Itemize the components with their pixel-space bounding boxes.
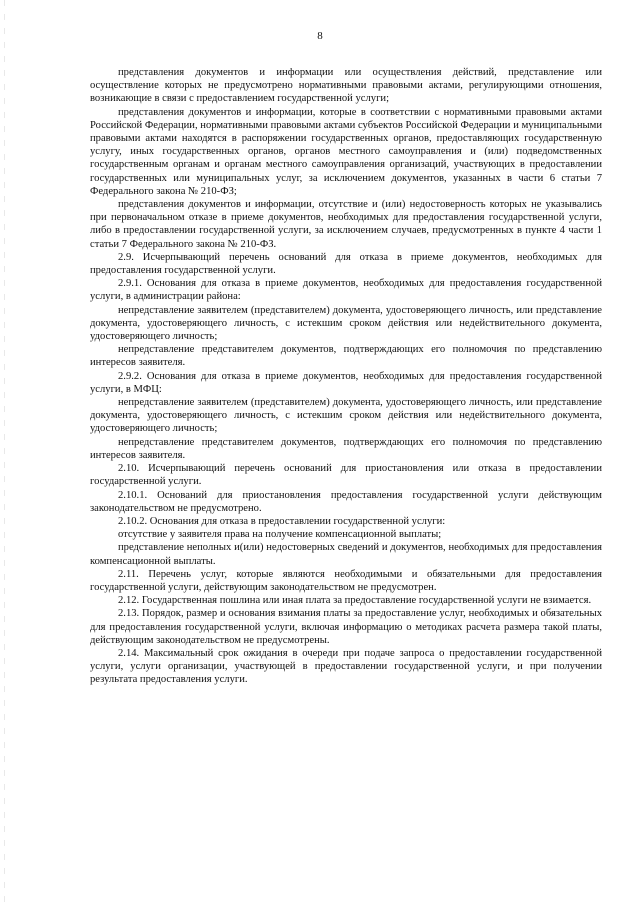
paragraph: непредставление заявителем (представителем) документа, удостоверяющего личность, или представление документа, удостоверяющего личность, с истекшим сроком действия или недействительного документа, удостоверяющего личность;: [90, 397, 602, 435]
paragraph: представления документов и информации или осуществления действий, представление или осуществление которых не предусмотрено нормативными правовыми актами, регулирующими отношения, возникающие в связи с предоставлением государственной услуги;: [90, 67, 602, 105]
paragraph: 2.13. Порядок, размер и основания взимания платы за предоставление услуг, необходимых и обязательных для предоставления государственной услуги, включая информацию о методиках расчета размера такой платы, действующим законодательством не предусмотрены.: [90, 608, 602, 646]
scan-edge-mark: [4, 0, 5, 905]
paragraph: 2.14. Максимальный срок ожидания в очереди при подаче запроса о предоставлении государственной услуги, услуги организации, участвующей в предоставлении государственной услуги, и при получении результата предоставления услуги.: [90, 647, 602, 686]
paragraph: 2.9. Исчерпывающий перечень оснований для отказа в приеме документов, необходимых для предоставления государственной услуги.: [90, 251, 602, 277]
paragraph: непредставление заявителем (представителем) документа, удостоверяющего личность, или представление документа, удостоверяющего личность, с истекшим сроком действия или недействительного документа, удостоверяющего личность;: [90, 304, 602, 343]
paragraph: непредставление представителем документов, подтверждающих его полномочия по представлению интересов заявителя.: [90, 344, 602, 369]
paragraph: 2.12. Государственная пошлина или иная плата за предоставление государственной услуги не взимается.: [118, 595, 592, 607]
document-body: [90, 66, 602, 687]
paragraph: отсутствие у заявителя права на получение компенсационной выплаты;: [118, 529, 442, 541]
paragraph: представления документов и информации, которые в соответствии с нормативными правовыми актами Российской Федерации, нормативными правовыми актами субъектов Российской Федерации и муниципальными правовыми актами находятся в распоряжении государственных органов, предоставляющих государственную услугу, иных государственных органов, органов местного самоуправления и (или) подведомственных государственным органам и органам местного самоуправления организаций, участвующих в предоставлении государственных или муниципальных услуг, за исключением документов, указанных в части 6 статьи 7 Федерального закона № 210-ФЗ;: [90, 106, 602, 197]
paragraph: 2.9.2. Основания для отказа в приеме документов, необходимых для предоставления государственной услуги, в МФЦ:: [90, 370, 602, 395]
paragraph: 2.11. Перечень услуг, которые являются необходимыми и обязательными для предоставления государственной услуги, действующим законодательством не предусмотрен.: [90, 568, 602, 593]
paragraph: 2.10.1. Оснований для приостановления предоставления государственной услуги действующим законодательством не предусмотрено.: [90, 489, 602, 514]
paragraph: непредставление представителем документов, подтверждающих его полномочия по представлению интересов заявителя.: [90, 436, 602, 461]
paragraph: представление неполных и(или) недостоверных сведений и документов, необходимых для предоставления компенсационной выплаты.: [90, 542, 602, 567]
paragraph: 2.10. Исчерпывающий перечень оснований для приостановления или отказа в предоставлении государственной услуги.: [90, 463, 602, 488]
paragraph: 2.9.1. Основания для отказа в приеме документов, необходимых для предоставления государственной услуги, в администрации района:: [90, 278, 602, 303]
paragraph: 2.10.2. Основания для отказа в предоставлении государственной услуги:: [118, 515, 446, 527]
paragraph: представления документов и информации, отсутствие и (или) недостоверность которых не указывались при первоначальном отказе в приеме документов, необходимых для предоставления государственной услуги, либо в предоставлении государственной услуги, за исключением случаев, предусмотренных в пункте 4 части 1 статьи 7 Федерального закона № 210-ФЗ.: [90, 199, 602, 250]
page-number: 8: [317, 30, 323, 42]
